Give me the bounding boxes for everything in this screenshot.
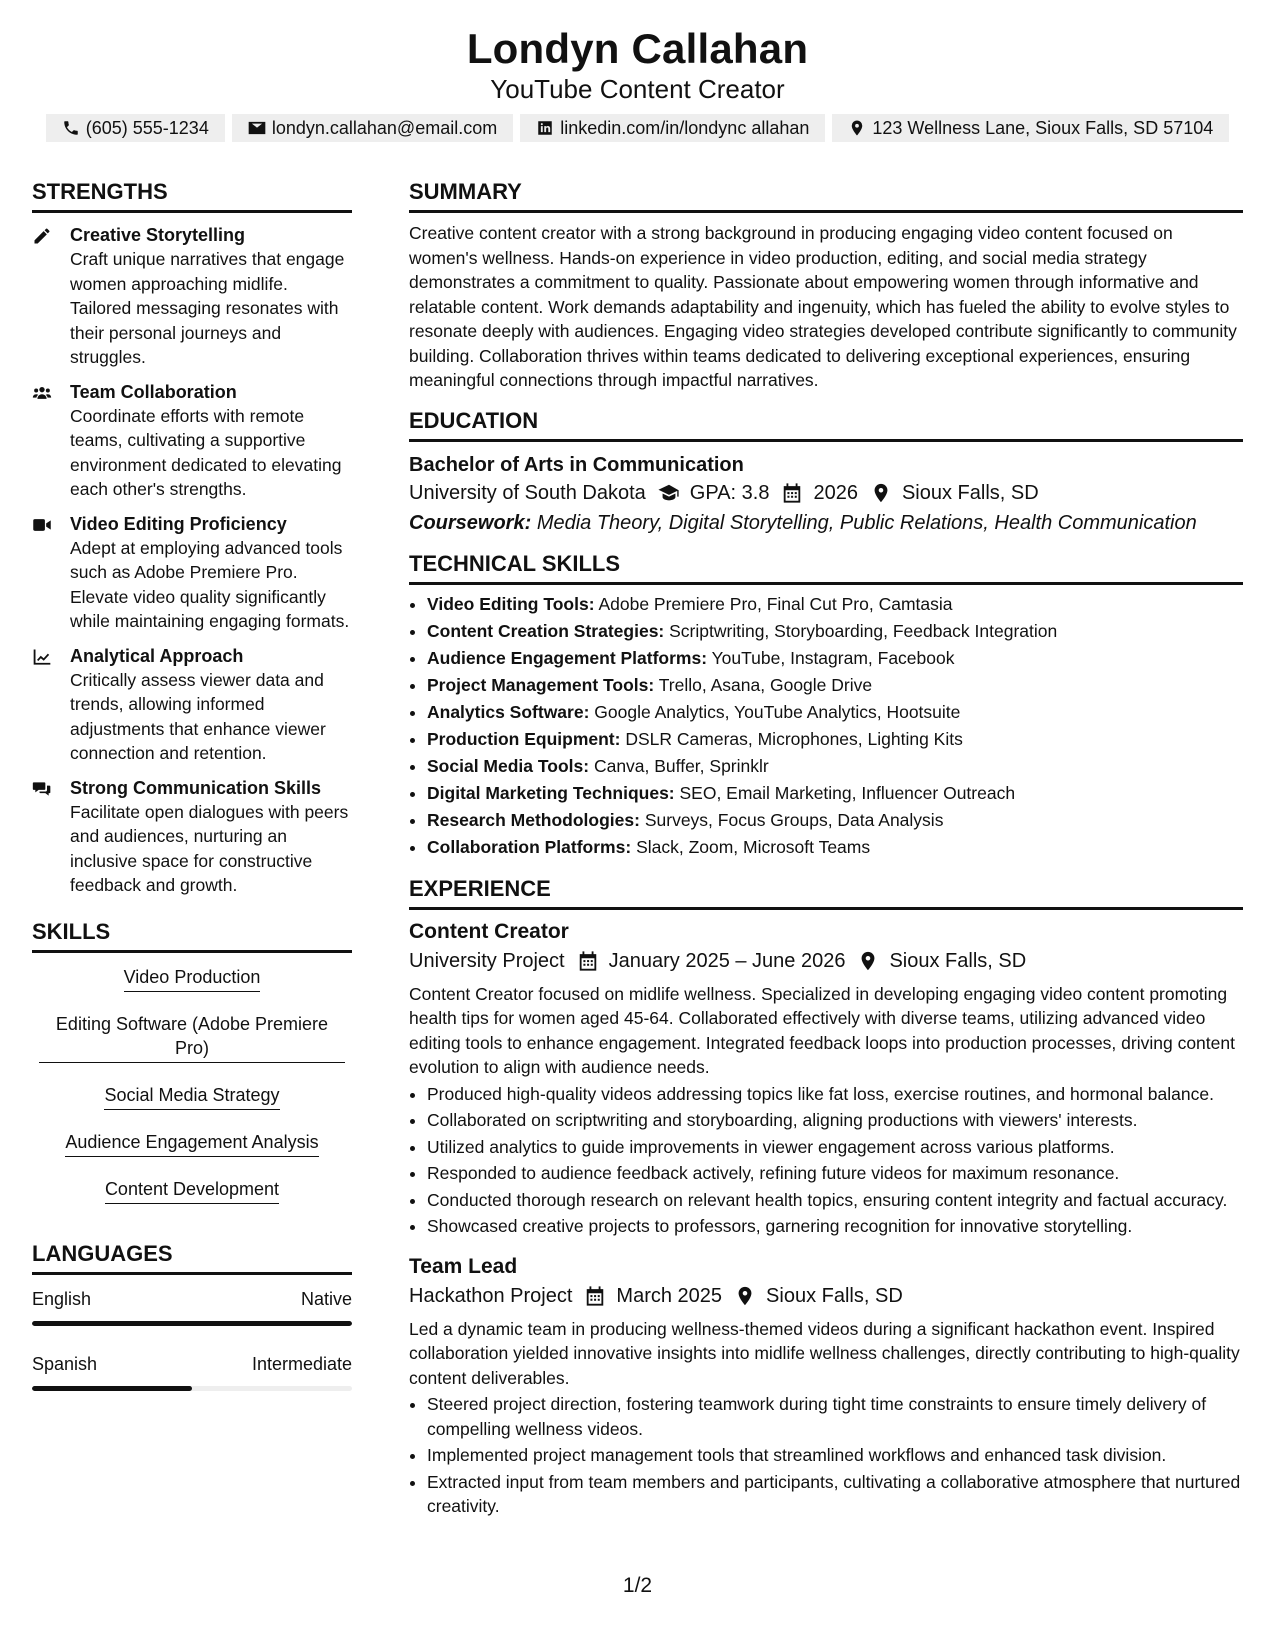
job-org: Hackathon Project [409,1284,573,1307]
tech-skill-item: • Video Editing Tools: Adobe Premiere Pro, Final Cut Pro, Camtasia [427,591,1243,618]
job-bullet: • Conducted thorough research on relevant health topics, ensuring content integrity and factual accuracy. [427,1188,1243,1213]
contact-email[interactable] [232,114,513,142]
job-bullet: • Showcased creative projects to professors, garnering recognition for innovative storytelling. [427,1214,1243,1239]
job-bullet: • Produced high-quality videos addressing topics like fat loss, exercise routines, and hormonal balance. [427,1082,1243,1107]
location-icon [848,119,866,137]
job-bullet: • Steered project direction, fostering teamwork during tight time constraints to ensure timely delivery of compelling wellness videos. [427,1392,1243,1441]
tech-skill-item: • Digital Marketing Techniques: SEO, Email Marketing, Influencer Outreach [427,780,1243,807]
language-proficiency-fill [32,1321,352,1326]
tech-skill-item: • Project Management Tools: Trello, Asana, Google Drive [427,672,1243,699]
education-location: Sioux Falls, SD [901,481,1039,504]
coursework-label: Coursework: [409,511,532,534]
language-level: Native [300,1288,352,1309]
strength-item [32,512,352,634]
language-row [32,1287,352,1311]
calendar-icon [781,482,803,504]
graduation-year: 2026 [813,481,858,504]
strength-text: Facilitate open dialogues with peers and audiences, nurturing an inclusive space for constructive feedback and growth. [70,801,349,895]
skills-list [32,965,352,1204]
strength-item [32,776,352,898]
job-bullets [409,1082,1243,1239]
languages-heading: LANGUAGES [32,1240,352,1275]
job-entry [409,1253,1243,1519]
calendar-icon [584,1285,606,1307]
strength-title: Team Collaboration [70,381,237,402]
job-description: Content Creator focused on midlife wellness. Specialized in developing engaging video content promoting health tips for women aged 45-64. Collaborated effectively with diverse teams, utilizing advanced video editing tools to enhance engagement. Integrated feedback loops into production processes, driving content evolution to align with audience needs. [409,983,1235,1077]
contact-linkedin[interactable] [520,114,825,142]
chart-line-icon [32,647,52,667]
language-proficiency-bar [32,1386,352,1391]
job-bullet: • Utilized analytics to guide improvements in viewer engagement across various platforms. [427,1135,1243,1160]
contact-bar [0,114,1275,142]
strength-text: Adept at employing advanced tools such as Adobe Premiere Pro. Elevate video quality significantly while maintaining engaging formats. [70,537,350,631]
job-meta [409,1281,1243,1311]
language-proficiency-bar [32,1321,352,1326]
strength-item [32,644,352,766]
pencil-icon [32,226,52,246]
tech-skill-item: • Analytics Software: Google Analytics, YouTube Analytics, Hootsuite [427,699,1243,726]
right-column [409,178,1243,1519]
location-icon [734,1285,756,1307]
job-meta [409,946,1243,976]
job-bullet: • Implemented project management tools that streamlined workflows and enhanced task division. [427,1443,1243,1468]
strength-text: Craft unique narratives that engage women approaching midlife. Tailored messaging resonates with their personal journeys and struggles. [70,249,345,367]
strength-title: Creative Storytelling [70,225,246,245]
contact-phone [46,114,225,142]
strength-text: Coordinate efforts with remote teams, cultivating a supportive environment dedicated to elevating each other's strengths. [70,405,342,499]
users-icon [32,383,52,403]
school-name: University of South Dakota [409,481,646,504]
summary-text: Creative content creator with a strong background in producing engaging video content focused on women's wellness. Hands-on experience in video production, editing, and social media strategy demonstrates a commitment to quality. Passionate about empowering women through informative and relatable content. Work demands adaptability and ingenuity, which has fueled the ability to evolve styles to resonate deeply with audiences. Engaging video strategies developed contribute significantly to community building. Collaboration thrives within teams dedicated to delivering exceptional experiences, ensuring meaningful connections through impactful narratives. [409,223,1237,390]
strength-title: Analytical Approach [70,645,244,666]
strength-item [32,380,352,502]
location-icon [870,482,892,504]
comments-icon [32,779,52,799]
coursework [409,508,1243,538]
job-description: Led a dynamic team in producing wellness-themed videos during a significant hackathon event. Inspired collaboration yielded innovative insights into midlife wellness challenges, directly contributing to high-quality content deliverables. [409,1318,1240,1388]
strength-item [32,223,352,370]
skills-heading: SKILLS [32,918,352,953]
language-row [32,1352,352,1376]
language-name: Spanish [32,1353,98,1374]
resume-header [0,0,1275,142]
address-text: 123 Wellness Lane, Sioux Falls, SD 57104 [872,117,1214,138]
job-dates: March 2025 [616,1284,723,1307]
technical-skills-heading: TECHNICAL SKILLS [409,550,1243,585]
language-name: English [32,1288,92,1309]
phone-text: (605) 555-1234 [85,117,209,138]
job-bullet: • Responded to audience feedback actively, refining future videos for maximum resonance. [427,1161,1243,1186]
strength-text: Critically assess viewer data and trends, allowing informed adjustments that enhance viewer connection and retention. [70,669,326,763]
strength-title: Strong Communication Skills [70,777,322,798]
skill-item: Video Production [32,965,352,992]
experience-heading: EXPERIENCE [409,875,1243,910]
job-entry [409,918,1243,1239]
left-column [32,178,352,1417]
language-proficiency-fill [32,1386,192,1391]
job-bullets [409,1392,1243,1519]
email-text[interactable]: londyn.callahan@email.com [271,117,498,138]
education-meta [409,478,1243,508]
candidate-name: Londyn Callahan [466,25,809,72]
job-dates: January 2025 – June 2026 [608,949,846,972]
coursework-list: Media Theory, Digital Storytelling, Public Relations, Health Communication [536,511,1197,534]
education-heading: EDUCATION [409,407,1243,442]
location-icon [857,950,879,972]
linkedin-icon [536,119,554,137]
candidate-title: YouTube Content Creator [490,74,785,104]
tech-skill-item: • Research Methodologies: Surveys, Focus Groups, Data Analysis [427,807,1243,834]
video-icon [32,515,52,535]
technical-skills-list [409,591,1243,861]
graduation-cap-icon [658,482,680,504]
tech-skill-item: • Collaboration Platforms: Slack, Zoom, Microsoft Teams [427,834,1243,861]
job-bullet: • Collaborated on scriptwriting and storyboarding, aligning productions with viewers' interests. [427,1108,1243,1133]
job-location: Sioux Falls, SD [889,949,1027,972]
email-icon [248,119,266,137]
strengths-heading: STRENGTHS [32,178,352,213]
skill-item: Social Media Strategy [32,1083,352,1110]
tech-skill-item: • Production Equipment: DSLR Cameras, Microphones, Lighting Kits [427,726,1243,753]
job-title: Team Lead [409,1254,518,1278]
contact-address [832,114,1229,142]
job-title: Content Creator [409,919,569,943]
language-level: Intermediate [251,1353,352,1374]
job-org: University Project [409,949,565,972]
degree-title: Bachelor of Arts in Communication [409,453,744,476]
languages-list [32,1287,352,1391]
phone-icon [62,119,80,137]
summary-heading: SUMMARY [409,178,1243,213]
gpa: GPA: 3.8 [689,481,770,504]
page-number: 1/2 [622,1574,653,1597]
calendar-icon [577,950,599,972]
job-bullet: • Extracted input from team members and participants, cultivating a collaborative atmosphere that nurtured creativity. [427,1470,1243,1519]
skill-item: Editing Software (Adobe Premiere Pro) [32,1012,352,1063]
strength-title: Video Editing Proficiency [70,513,287,534]
linkedin-text[interactable]: linkedin.com/in/londync allahan [560,117,810,138]
tech-skill-item: • Audience Engagement Platforms: YouTube, Instagram, Facebook [427,645,1243,672]
tech-skill-item: • Content Creation Strategies: Scriptwriting, Storyboarding, Feedback Integration [427,618,1243,645]
tech-skill-item: • Social Media Tools: Canva, Buffer, Sprinklr [427,753,1243,780]
skill-item: Audience Engagement Analysis [32,1130,352,1157]
job-location: Sioux Falls, SD [766,1284,903,1307]
skill-item: Content Development [32,1177,352,1204]
